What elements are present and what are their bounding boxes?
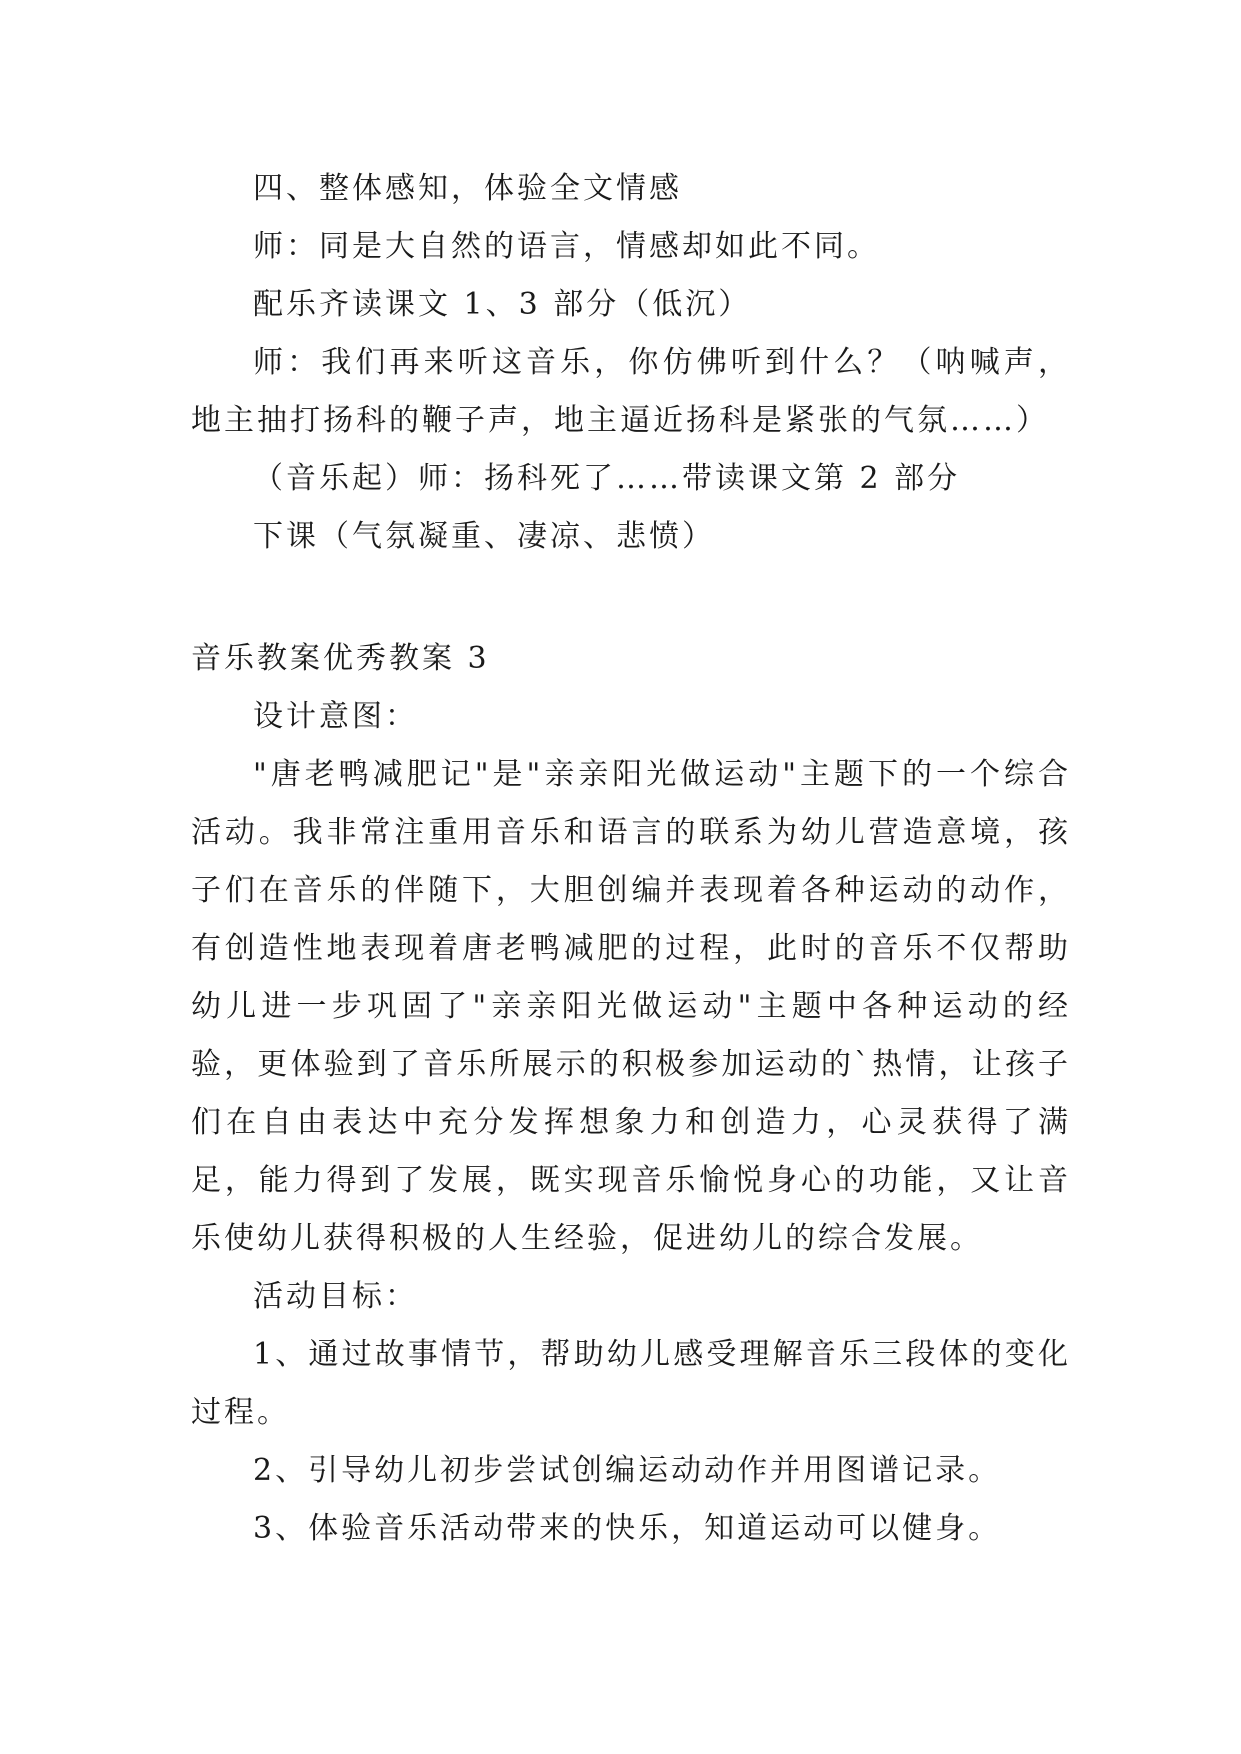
heading-overall-perception: 四、整体感知，体验全文情感 — [253, 171, 682, 206]
teacher-line-1: 师：同是大自然的语言，情感却如此不同。 — [253, 229, 880, 264]
goal-item-3: 3、体验音乐活动带来的快乐，知道运动可以健身。 — [253, 1511, 1002, 1546]
goal-item-1: 1、通过故事情节，帮助幼儿感受理解音乐三段体的变化过程。 — [191, 1337, 1071, 1430]
design-intent-label: 设计意图： — [253, 699, 418, 734]
class-end-note: 下课（气氛凝重、凄凉、悲愤） — [253, 519, 715, 554]
music-instruction: （音乐起）师：扬科死了……带读课文第 2 部分 — [253, 461, 961, 496]
design-intent-paragraph: "唐老鸭减肥记"是"亲亲阳光做运动"主题下的一个综合活动。我非常注重用音乐和语言的联系为幼儿营造意境，孩子们在音乐的伴随下，大胆创编并表现着各种运动的动作，有创造性地表现着唐老鸭减肥的过程，此时的音乐不仅帮助幼儿进一步巩固了"亲亲阳光做运动"主题中各种运动的经验，更体验到了音乐所展示的积极参加运动的`热情，让孩子们在自由表达中充分发挥想象力和创造力，心灵获得了满足，能力得到了发展，既实现音乐愉悦身心的功能，又让音乐使幼儿获得积极的人生经验，促进幼儿的综合发展。 — [191, 757, 1071, 1256]
document-body — [191, 160, 1071, 1558]
teacher-line-2: 师：我们再来听这音乐，你仿佛听到什么？（呐喊声，地主抽打扬科的鞭子声，地主逼近扬科是紧张的气氛……） — [191, 345, 1071, 438]
goal-item-2: 2、引导幼儿初步尝试创编运动动作并用图谱记录。 — [253, 1453, 1002, 1488]
section-gap — [191, 566, 1071, 630]
reading-instruction: 配乐齐读课文 1、3 部分（低沉） — [253, 287, 752, 322]
section-title: 音乐教案优秀教案 3 — [191, 641, 490, 676]
activity-goals-label: 活动目标： — [253, 1279, 418, 1314]
